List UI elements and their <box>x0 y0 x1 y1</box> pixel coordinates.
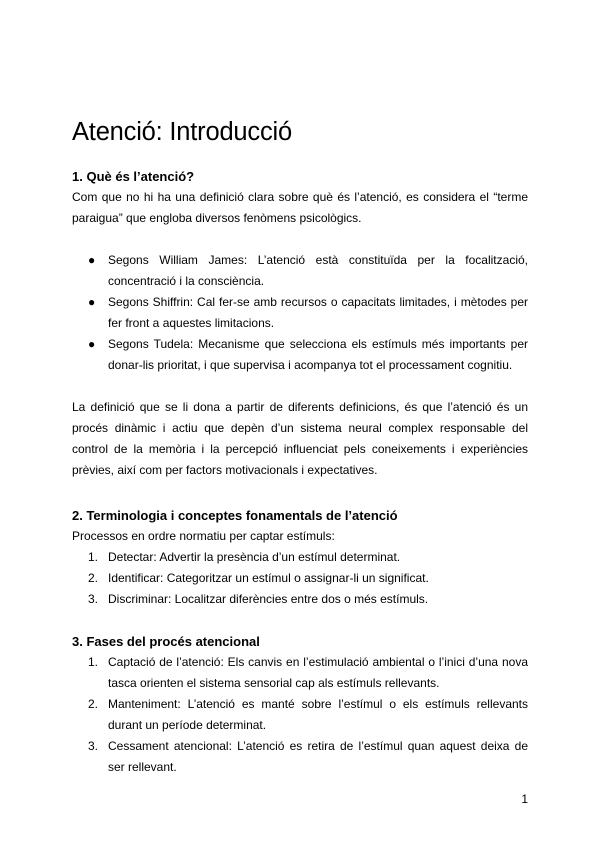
list-item <box>72 292 528 334</box>
list-item-text: Identificar: Categoritzar un estímul o assignar-li un significat. <box>108 571 429 585</box>
list-number: 1. <box>88 655 99 669</box>
phases-list <box>72 652 528 778</box>
section-2-intro: Processos en ordre normatiu per captar estímuls: <box>72 529 335 543</box>
section-1-paragraph: La definició que se li dona a partir de diferents definicions, és que l’atenció és un procés dinàmic i actiu que depèn d’un sistema neural complex responsable del control de la memòria i la percepció influenciat pels coneixements i experiències prèvies, així com per factors motivacionals i expectatives. <box>72 400 528 477</box>
list-item <box>72 589 528 610</box>
list-number: 1. <box>88 550 99 564</box>
list-item-text: Segons Tudela: Mecanisme que selecciona els estímuls més importants per donar-lis prioritat, i que supervisa i acompanya tot el processament cognitiu. <box>108 337 528 372</box>
document-body <box>72 166 528 778</box>
list-item <box>72 694 528 736</box>
list-number: 2. <box>88 571 99 585</box>
list-number: 2. <box>88 697 99 711</box>
list-item <box>72 334 528 376</box>
list-item-text: Manteniment: L’atenció es manté sobre l’estímul o els estímuls rellevants durant un període determinat. <box>108 697 528 732</box>
page-title: Atenció: Introducció <box>72 118 292 146</box>
page-number: 1 <box>521 792 528 806</box>
list-item <box>72 652 528 694</box>
section-heading-2: 2. Terminologia i conceptes fonamentals de l’atenció <box>72 508 398 523</box>
bullet-icon: ● <box>88 337 96 351</box>
list-item-text: Segons Shiffrin: Cal fer-se amb recursos o capacitats limitades, i mètodes per fer front a aquestes limitacions. <box>108 295 528 330</box>
bullet-icon: ● <box>88 295 96 309</box>
list-item <box>72 568 528 589</box>
list-item-text: Detectar: Advertir la presència d’un estímul determinat. <box>108 550 401 564</box>
list-item <box>72 547 528 568</box>
list-number: 3. <box>88 592 99 606</box>
list-number: 3. <box>88 739 99 753</box>
bullet-icon: ● <box>88 253 96 267</box>
list-item <box>72 250 528 292</box>
section-1-intro: Com que no hi ha una definició clara sobre què és l’atenció, es considera el “terme paraigua” que engloba diversos fenòmens psicològics. <box>72 190 528 225</box>
definitions-list <box>72 250 528 376</box>
processes-list <box>72 547 528 610</box>
section-heading-1: 1. Què és l’atenció? <box>72 169 195 184</box>
list-item-text: Segons William James: L’atenció està constituïda per la focalització, concentració i la consciència. <box>108 253 528 288</box>
section-heading-3: 3. Fases del procés atencional <box>72 634 260 649</box>
list-item-text: Cessament atencional: L’atenció es retira de l’estímul quan aquest deixa de ser rellevant. <box>108 739 528 774</box>
list-item-text: Discriminar: Localitzar diferències entre dos o més estímuls. <box>108 592 429 606</box>
list-item-text: Captació de l’atenció: Els canvis en l’estimulació ambiental o l’inici d’una nova tasca orienten el sistema sensorial cap als estímuls rellevants. <box>108 655 528 690</box>
list-item <box>72 736 528 778</box>
